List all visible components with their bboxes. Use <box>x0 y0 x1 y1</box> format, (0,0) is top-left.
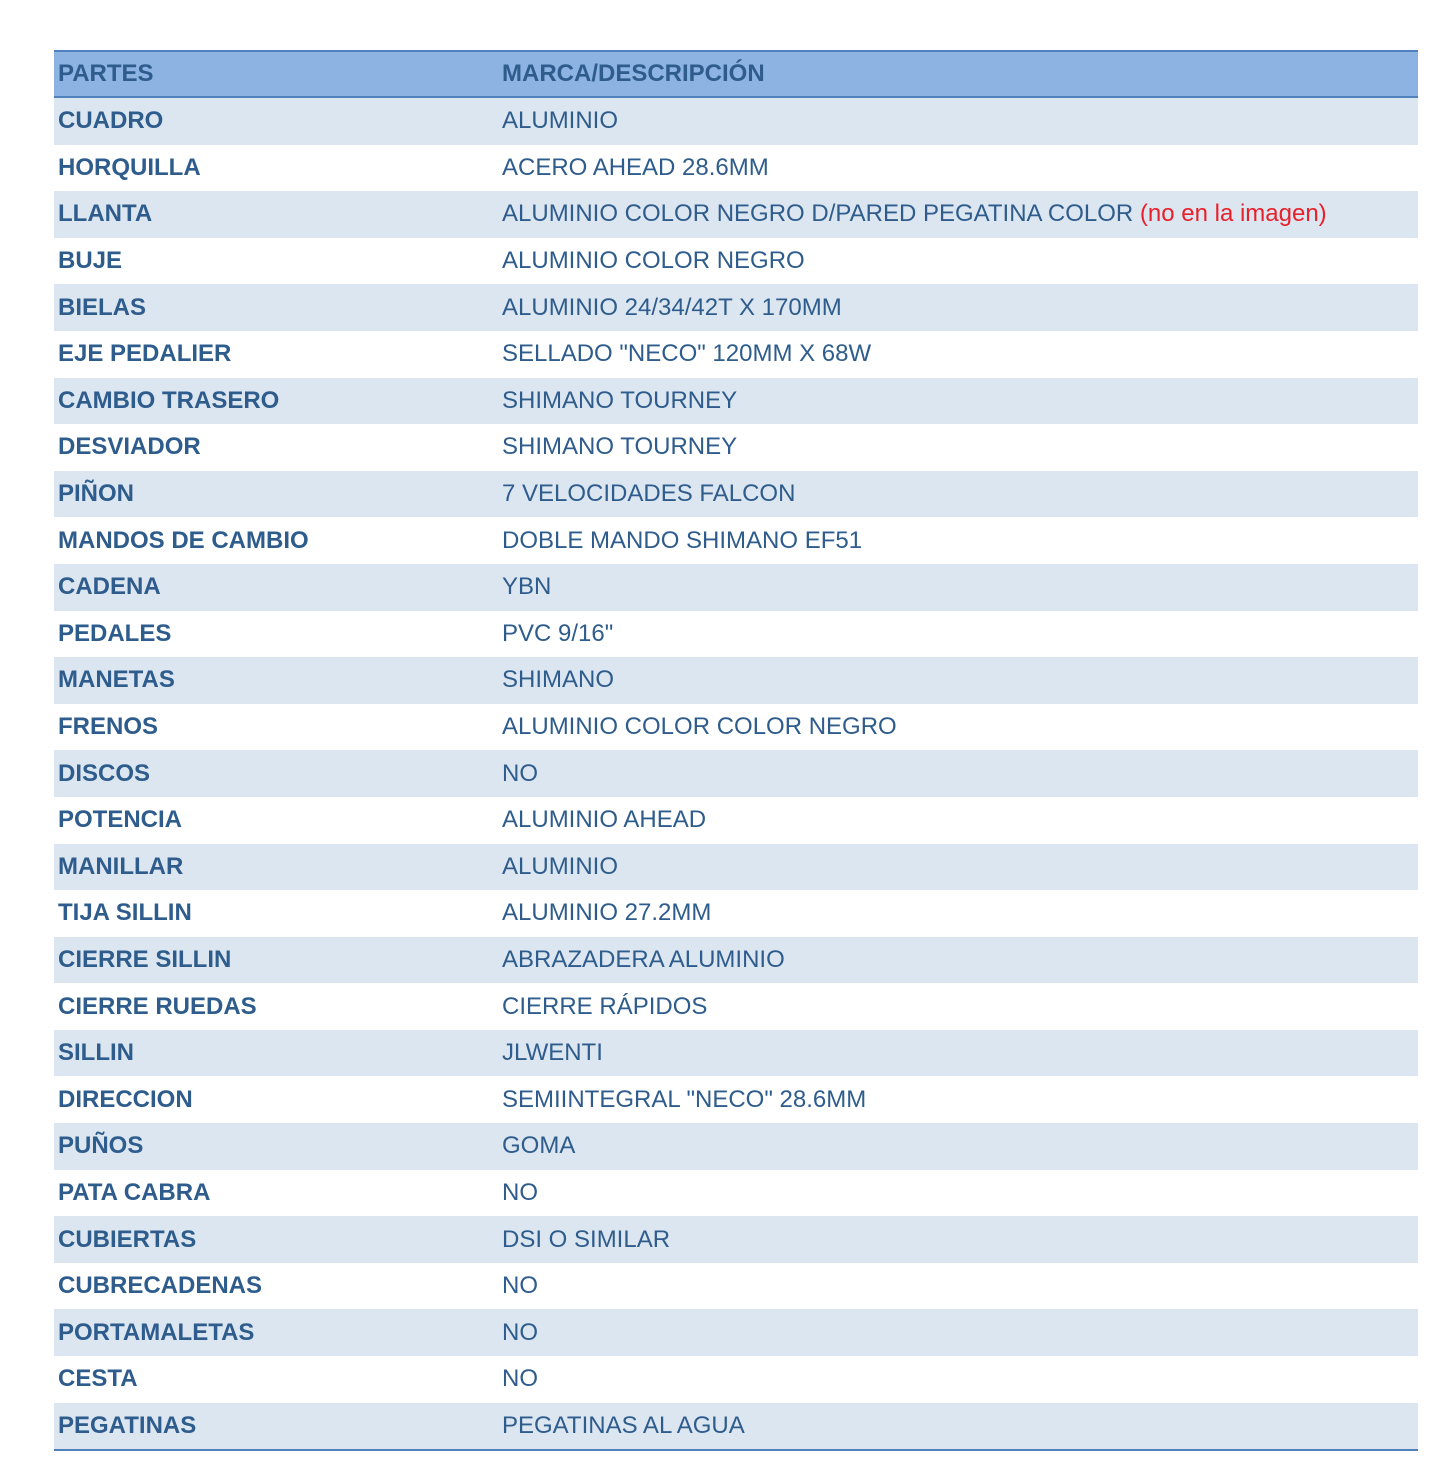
part-description-cell <box>498 517 1418 564</box>
part-description-cell <box>498 97 1418 145</box>
part-name-cell: PORTAMALETAS <box>58 1318 255 1346</box>
part-name-cell: CUBRECADENAS <box>58 1272 263 1300</box>
description-text: SHIMANO TOURNEY <box>502 386 738 414</box>
part-description-cell <box>498 1263 1418 1310</box>
part-description-cell <box>498 1076 1418 1123</box>
part-name-cell: POTENCIA <box>58 806 183 834</box>
description-text: YBN <box>502 573 552 601</box>
description-text: PEGATINAS AL AGUA <box>502 1411 745 1439</box>
table-row <box>54 890 1418 937</box>
part-name-cell: MANILLAR <box>58 852 184 880</box>
table-row <box>54 797 1418 844</box>
part-description-cell <box>498 750 1418 797</box>
description-text: NO <box>502 759 538 787</box>
description-text: NO <box>502 1178 538 1206</box>
description-text: SELLADO "NECO" 120MM X 68W <box>502 340 872 368</box>
table-row <box>54 97 1418 145</box>
description-text: NO <box>502 1365 538 1393</box>
part-name-cell: BIELAS <box>58 293 147 321</box>
table-row <box>54 1403 1418 1451</box>
table-row <box>54 1263 1418 1310</box>
table-row <box>54 145 1418 192</box>
part-name-cell: EJE PEDALIER <box>58 340 232 368</box>
table-row <box>54 937 1418 984</box>
part-name-cell: HORQUILLA <box>58 153 201 181</box>
table-row <box>54 983 1418 1030</box>
part-description-cell <box>498 191 1418 238</box>
part-name-cell: DESVIADOR <box>58 433 201 461</box>
description-text: CIERRE RÁPIDOS <box>502 992 708 1020</box>
table-row <box>54 564 1418 611</box>
part-description-cell <box>498 611 1418 658</box>
part-description-cell <box>498 284 1418 331</box>
part-name-cell: CUBIERTAS <box>58 1225 197 1253</box>
description-text: JLWENTI <box>502 1039 603 1067</box>
table-row <box>54 611 1418 658</box>
table-row <box>54 1309 1418 1356</box>
description-note: (no en la imagen) <box>1139 200 1327 228</box>
part-name-cell: PATA CABRA <box>58 1178 211 1206</box>
header-marca-descripcion: MARCA/DESCRIPCIÓN <box>498 51 1418 97</box>
description-text: ALUMINIO 27.2MM <box>502 899 712 927</box>
part-description-cell <box>498 1403 1418 1451</box>
description-text: DOBLE MANDO SHIMANO EF51 <box>502 526 863 554</box>
part-description-cell <box>498 1356 1418 1403</box>
part-name-cell: CIERRE RUEDAS <box>58 992 257 1020</box>
part-description-cell <box>498 564 1418 611</box>
part-description-cell <box>498 145 1418 192</box>
part-name-cell: DISCOS <box>58 759 151 787</box>
table-row <box>54 750 1418 797</box>
description-text: ALUMINIO <box>502 852 619 880</box>
part-description-cell <box>498 471 1418 518</box>
table-row <box>54 1030 1418 1077</box>
bike-spec-table <box>54 50 1418 1451</box>
part-name-cell: PEDALES <box>58 619 172 647</box>
part-name-cell: TIJA SILLIN <box>58 899 192 927</box>
part-description-cell <box>498 890 1418 937</box>
part-name-cell: PIÑON <box>58 480 135 508</box>
table-row <box>54 378 1418 425</box>
description-text: NO <box>502 1318 538 1346</box>
part-name-cell: MANETAS <box>58 666 175 694</box>
description-text: ALUMINIO 24/34/42T X 170MM <box>502 293 842 321</box>
table-row <box>54 517 1418 564</box>
part-name-cell: MANDOS DE CAMBIO <box>58 526 309 554</box>
part-description-cell <box>498 797 1418 844</box>
part-description-cell <box>498 1123 1418 1170</box>
part-name-cell: PEGATINAS <box>58 1411 197 1439</box>
description-text: ALUMINIO COLOR COLOR NEGRO <box>502 713 897 741</box>
part-description-cell <box>498 657 1418 704</box>
description-text: ALUMINIO COLOR NEGRO <box>502 247 805 275</box>
part-description-cell <box>498 331 1418 378</box>
header-partes: PARTES <box>54 51 498 97</box>
table-row <box>54 844 1418 891</box>
description-text: 7 VELOCIDADES FALCON <box>502 480 796 508</box>
table-row <box>54 657 1418 704</box>
table-row <box>54 1123 1418 1170</box>
part-description-cell <box>498 937 1418 984</box>
part-name-cell: CESTA <box>58 1365 138 1393</box>
table-row <box>54 1076 1418 1123</box>
part-description-cell <box>498 1030 1418 1077</box>
table-row <box>54 1216 1418 1263</box>
part-description-cell <box>498 704 1418 751</box>
description-text: SHIMANO TOURNEY <box>502 433 738 461</box>
table-row <box>54 284 1418 331</box>
table-row <box>54 191 1418 238</box>
part-name-cell: PUÑOS <box>58 1132 144 1160</box>
table-row <box>54 331 1418 378</box>
part-name-cell: CADENA <box>58 573 161 601</box>
description-text: SHIMANO <box>502 666 615 694</box>
part-description-cell <box>498 238 1418 285</box>
part-name-cell: DIRECCION <box>58 1085 193 1113</box>
table-row <box>54 1356 1418 1403</box>
part-description-cell <box>498 1216 1418 1263</box>
table-row <box>54 1170 1418 1217</box>
part-name-cell: LLANTA <box>58 200 153 228</box>
table-header-row <box>54 51 1418 97</box>
description-text: ACERO AHEAD 28.6MM <box>502 153 769 181</box>
description-text: ALUMINIO AHEAD <box>502 806 707 834</box>
description-text: DSI O SIMILAR <box>502 1225 671 1253</box>
description-text: SEMIINTEGRAL "NECO" 28.6MM <box>502 1085 867 1113</box>
description-text: GOMA <box>502 1132 576 1160</box>
part-description-cell <box>498 1170 1418 1217</box>
part-name-cell: FRENOS <box>58 713 159 741</box>
part-name-cell: BUJE <box>58 247 123 275</box>
part-name-cell: CUADRO <box>58 107 164 135</box>
description-text: ALUMINIO COLOR NEGRO D/PARED PEGATINA COLOR <box>502 200 1134 228</box>
description-text: ABRAZADERA ALUMINIO <box>502 945 785 973</box>
part-description-cell <box>498 983 1418 1030</box>
table-row <box>54 424 1418 471</box>
part-description-cell <box>498 1309 1418 1356</box>
part-name-cell: CIERRE SILLIN <box>58 945 232 973</box>
table-body <box>54 97 1418 1450</box>
table-row <box>54 704 1418 751</box>
part-name-cell: SILLIN <box>58 1039 134 1067</box>
part-description-cell <box>498 844 1418 891</box>
table-row <box>54 471 1418 518</box>
part-description-cell <box>498 378 1418 425</box>
part-description-cell <box>498 424 1418 471</box>
description-text: ALUMINIO <box>502 107 619 135</box>
description-text: NO <box>502 1272 538 1300</box>
table-row <box>54 238 1418 285</box>
part-name-cell: CAMBIO TRASERO <box>58 386 280 414</box>
description-text: PVC 9/16" <box>502 619 614 647</box>
